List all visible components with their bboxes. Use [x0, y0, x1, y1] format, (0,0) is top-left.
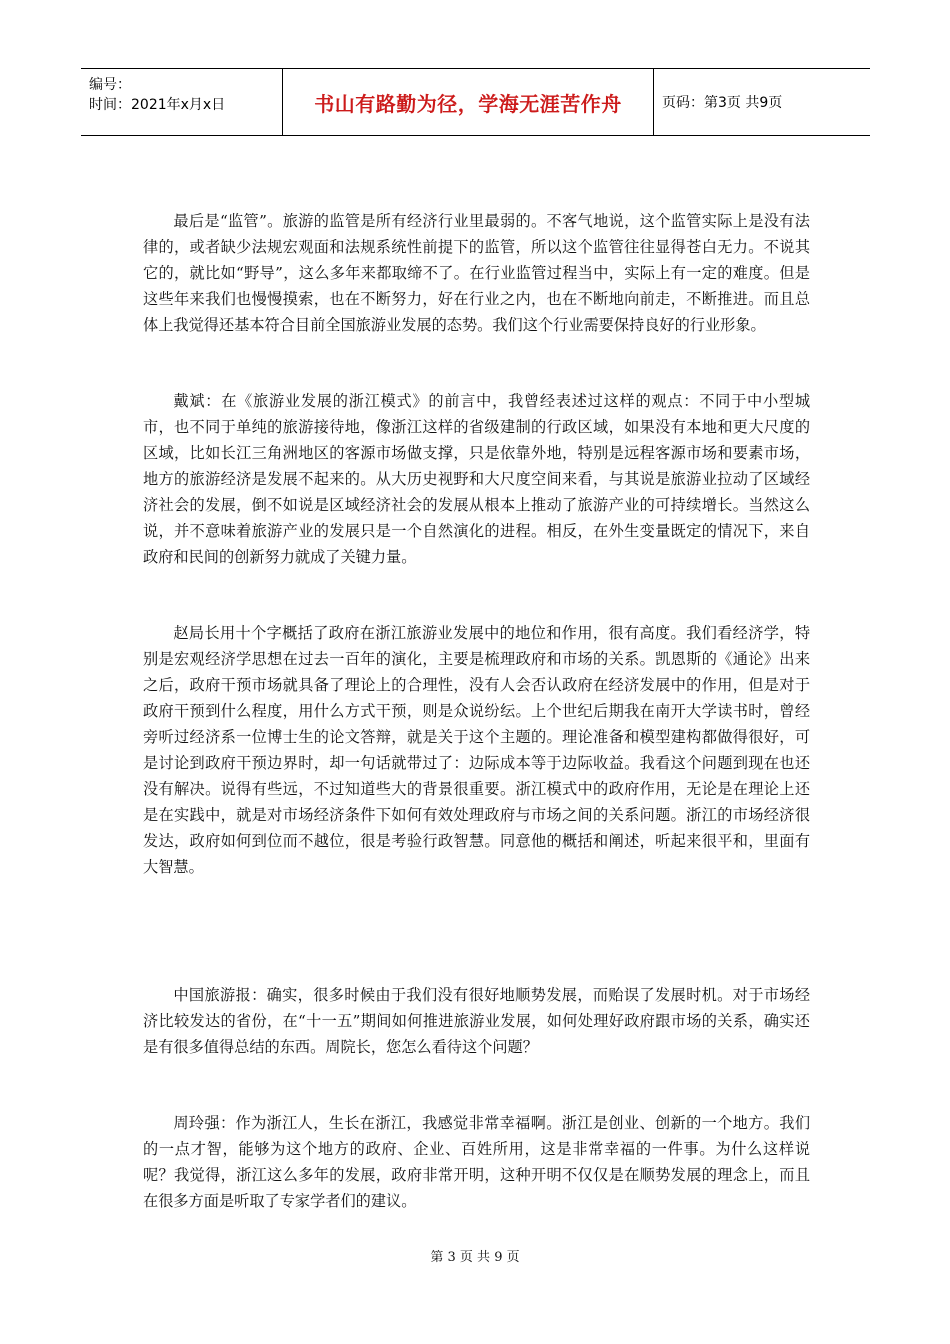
- header-page-info: 页码：第3页 共9页: [662, 95, 783, 111]
- header-meta: [81, 69, 282, 135]
- paragraph-government-role: 赵局长用十个字概括了政府在浙江旅游业发展中的地位和作用，很有高度。我们看经济学，特别是宏观经济学思想在过去一百年的演化，主要是梳理政府和市场的关系。凯恩斯的《通论》出来之后，政府干预市场就具备了理论上的合理性，没有人会否认政府在经济发展中的作用，但是对于政府干预到什么程度，用什么方式干预，则是众说纷纭。上个世纪后期我在南开大学读书时，曾经旁听过经济系一位博士生的论文答辩，就是关于这个主题的。理论准备和模型建构都做得很好，可是讨论到政府干预边界时，却一句话就带过了：边际成本等于边际收益。我看这个问题到现在也还没有解决。说得有些远，不过知道些大的背景很重要。浙江模式中的政府作用，无论是在理论上还是在实践中，就是对市场经济条件下如何有效处理政府与市场之间的关系问题。浙江的市场经济很发达，政府如何到位而不越位，很是考验行政智慧。同意他的概括和阐述，听起来很平和，里面有大智慧。: [143, 624, 810, 876]
- paragraph-zhou-lingqiang: 周玲强：作为浙江人，生长在浙江，我感觉非常幸福啊。浙江是创业、创新的一个地方。我们的一点才智，能够为这个地方的政府、企业、百姓所用，这是非常幸福的一件事。为什么这样说呢？我觉得，浙江这么多年的发展，政府非常开明，这种开明不仅仅是在顺势发展的理念上，而且在很多方面是听取了专家学者们的建议。: [143, 1114, 810, 1210]
- page-footer: 第 3 页 共 9 页: [430, 1250, 520, 1265]
- document-header: [81, 68, 870, 136]
- document-date-label: 时间：2021年x月x日: [89, 97, 226, 113]
- header-motto: 书山有路勤为径，学海无涯苦作舟: [282, 69, 654, 135]
- document-number-label: 编号：: [89, 77, 131, 93]
- paragraph-china-tourism-news: 中国旅游报：确实，很多时候由于我们没有很好地顺势发展，而贻误了发展时机。对于市场经济比较发达的省份，在“十一五”期间如何推进旅游业发展，如何处理好政府跟市场的关系，确实还是有很多值得总结的东西。周院长，您怎么看待这个问题？: [143, 986, 810, 1056]
- document-body: [143, 208, 810, 1214]
- paragraph-supervision: 最后是“监管”。旅游的监管是所有经济行业里最弱的。不客气地说，这个监管实际上是没有法律的，或者缺少法规宏观面和法规系统性前提下的监管，所以这个监管往往显得苍白无力。不说其它的，就比如“野导”，这么多年来都取缔不了。在行业监管过程当中，实际上有一定的难度。但是这些年来我们也慢慢摸索，也在不断努力，好在行业之内，也在不断地向前走，不断推进。而且总体上我觉得还基本符合目前全国旅游业发展的态势。我们这个行业需要保持良好的行业形象。: [143, 212, 810, 334]
- paragraph-dai-bin: 戴斌：在《旅游业发展的浙江模式》的前言中，我曾经表述过这样的观点：不同于中小型城市，也不同于单纯的旅游接待地，像浙江这样的省级建制的行政区域，如果没有本地和更大尺度的区域，比如长江三角洲地区的客源市场做支撑，只是依靠外地，特别是远程客源市场和要素市场，地方的旅游经济是发展不起来的。从大历史视野和大尺度空间来看，与其说是旅游业拉动了区域经济社会的发展，倒不如说是区域经济社会的发展从根本上推动了旅游产业的可持续增长。当然这么说，并不意味着旅游产业的发展只是一个自然演化的进程。相反，在外生变量既定的情况下，来自政府和民间的创新努力就成了关键力量。: [143, 392, 810, 566]
